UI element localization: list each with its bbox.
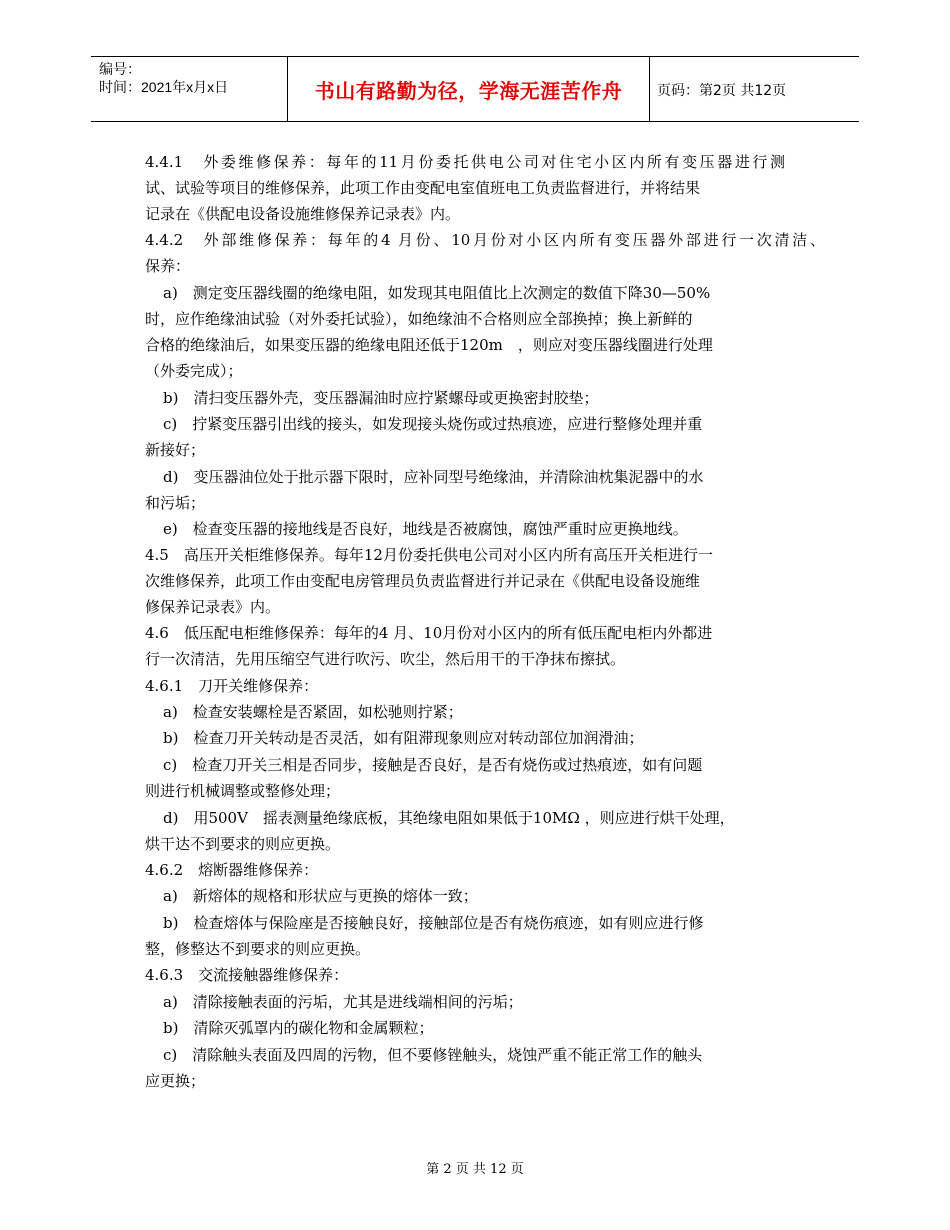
text-line: 和污垢；: [145, 494, 206, 512]
text-line: 合格的绝缘油后，如果变压器的绝缘电阻还低于120m ，则应对变压器线圈进行处理: [145, 336, 713, 354]
text-line: 4.5 高压开关柜维修保养。每年12月份委托供电公司对小区内所有高压开关柜进行一: [145, 546, 713, 564]
text-line: e) 检查变压器的接地线是否良好，地线是否被腐蚀，腐蚀严重时应更换地线。: [163, 520, 688, 538]
text-line: b) 检查熔体与保险座是否接触良好，接触部位是否有烧伤痕迹，如有则应进行修: [163, 914, 704, 932]
text-line: 应更换；: [145, 1072, 206, 1090]
document-header: [91, 56, 859, 122]
text-line: 4.4.2 外部维修保养：每年的4 月份、10月份对小区内所有变压器外部进行一次清洁、: [145, 231, 825, 249]
text-line: 4.6.2 熔断器维修保养：: [145, 861, 319, 879]
text-line: a) 测定变压器线圈的绝缘电阻，如发现其电阻值比上次测定的数值下降30—50%: [163, 284, 711, 302]
text-line: 试、试验等项目的维修保养，此项工作由变配电室值班电工负责监督进行，并将结果: [145, 179, 701, 197]
text-line: b) 清扫变压器外壳，变压器漏油时应拧紧螺母或更换密封胶垫；: [163, 389, 599, 407]
text-line: c) 拧紧变压器引出线的接头，如发现接头烧伤或过热痕迹，应进行整修处理并重: [163, 415, 703, 433]
text-line: 保养：: [145, 257, 191, 275]
text-line: 新接好；: [145, 441, 206, 459]
header-meta: [91, 57, 287, 121]
text-line: 则进行机械调整或整修处理；: [145, 782, 341, 800]
document-time-label: 时间：2021年x月x日: [99, 79, 229, 95]
text-line: 行一次清洁，先用压缩空气进行吹污、吹尘，然后用干的干净抹布擦拭。: [145, 650, 626, 668]
text-line: 烘干达不到要求的则应更换。: [145, 835, 341, 853]
text-line: 4.6.1 刀开关维修保养：: [145, 677, 319, 695]
text-line: 次维修保养，此项工作由变配电房管理员负责监督进行并记录在《供配电设备设施维: [145, 572, 701, 590]
text-line: a) 检查安装螺栓是否紧固，如松驰则拧紧；: [163, 703, 463, 721]
text-line: 整，修整达不到要求的则应更换。: [145, 940, 371, 958]
text-line: a) 新熔体的规格和形状应与更换的熔体一致；: [163, 887, 478, 905]
text-line: a) 清除接触表面的污垢，尤其是进线端相间的污垢；: [163, 993, 523, 1011]
text-line: 4.6.3 交流接触器维修保养：: [145, 966, 349, 984]
text-line: d) 变压器油位处于批示器下限时，应补同型号绝缘油，并清除油枕集泥器中的水: [163, 468, 704, 486]
text-line: 4.4.1 外委维修保养：每年的11月份委托供电公司对住宅小区内所有变压器进行测: [145, 153, 785, 171]
text-line: 时，应作绝缘油试验（对外委托试验），如绝缘油不合格则应全部换掉；换上新鲜的: [145, 310, 693, 328]
header-page-info: 页码：第2页 共12页: [657, 83, 787, 99]
page-footer: 第 2 页 共 12 页: [426, 1162, 524, 1177]
text-line: b) 检查刀开关转动是否灵活，如有阻滞现象则应对转动部位加润滑油；: [163, 729, 644, 747]
text-line: 记录在《供配电设备设施维修保养记录表》内。: [145, 205, 461, 223]
text-line: c) 清除触头表面及四周的污物，但不要修锉触头，烧蚀严重不能正常工作的触头: [163, 1046, 703, 1064]
header-motto-cell: [287, 57, 650, 121]
text-line: 4.6 低压配电柜维修保养：每年的4 月、10月份对小区内的所有低压配电柜内外都进: [145, 624, 713, 642]
text-line: 修保养记录表》内。: [145, 598, 281, 616]
text-line: （外委完成）；: [145, 362, 243, 380]
text-line: d) 用500V 摇表测量绝缘底板，其绝缘电阻如果低于10MΩ ，则应进行烘干处理，: [163, 809, 735, 827]
header-motto: 书山有路勤为径，学海无涯苦作舟: [314, 78, 623, 103]
document-number-label: 编号：: [99, 61, 141, 77]
text-line: b) 清除灭弧罩内的碳化物和金属颗粒；: [163, 1019, 434, 1037]
text-line: c) 检查刀开关三相是否同步，接触是否良好，是否有烧伤或过热痕迹，如有问题: [163, 756, 703, 774]
